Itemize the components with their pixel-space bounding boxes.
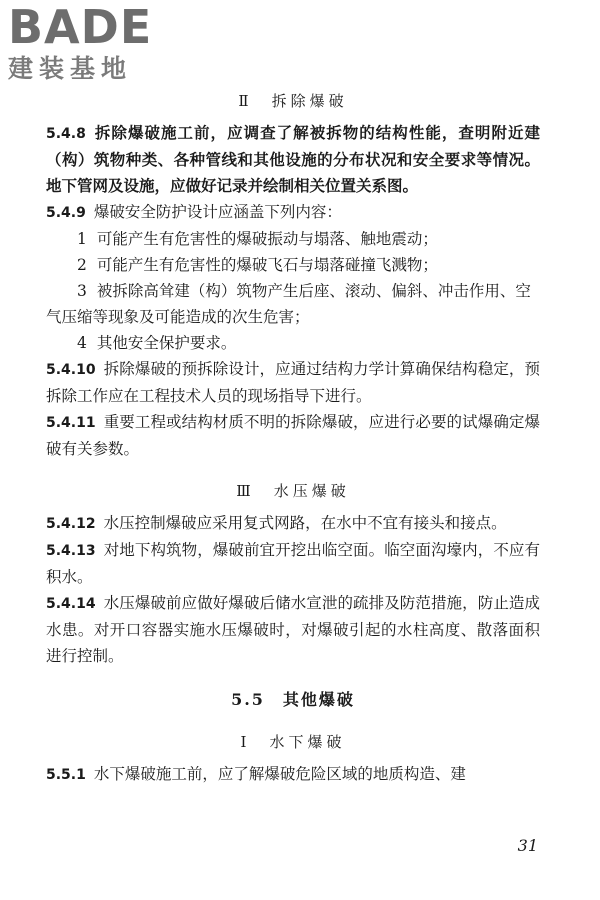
clause-5-4-10 — [46, 356, 540, 409]
document-body — [46, 88, 540, 788]
clause-number: 5.4.11 — [46, 415, 96, 431]
logo-brand: BADE — [8, 0, 153, 54]
list-item-text: 被拆除高耸建（构）筑物产生后座、滚动、偏斜、冲击作用、空气压缩等现象及可能造成的次生危害； — [46, 282, 531, 326]
clause-text: 水压爆破前应做好爆破后储水宣泄的疏排及防范措施，防止造成水患。对开口容器实施水压爆破时，对爆破引起的水柱高度、散落面积进行控制。 — [46, 594, 540, 665]
list-item — [46, 252, 540, 278]
list-item-text: 其他安全保护要求。 — [96, 334, 237, 352]
clause-5-4-13 — [46, 537, 540, 590]
list-item-text: 可能产生有危害性的爆破振动与塌落、触地震动； — [96, 230, 438, 248]
list-item-number: 4 — [77, 334, 87, 352]
list-item-number: 2 — [77, 256, 87, 274]
clause-5-5-1 — [46, 761, 540, 788]
section-title-demolition: Ⅱ 拆除爆破 — [238, 92, 348, 110]
list-item — [46, 278, 540, 330]
clause-text: 拆除爆破的预拆除设计，应通过结构力学计算确保结构稳定，预拆除工作应在工程技术人员的现场指导下进行。 — [46, 360, 540, 405]
list-item — [46, 330, 540, 356]
clause-number: 5.4.14 — [46, 596, 96, 612]
list-item-number: 1 — [77, 230, 87, 248]
clause-text: 重要工程或结构材质不明的拆除爆破，应进行必要的试爆确定爆破有关参数。 — [46, 413, 540, 458]
clause-5-4-14 — [46, 590, 540, 669]
page-number: 31 — [517, 836, 538, 855]
clause-number: 5.4.8 — [46, 126, 86, 142]
logo-subtitle: 建装基地 — [8, 54, 133, 83]
clause-5-4-11 — [46, 409, 540, 462]
clause-number: 5.4.9 — [46, 205, 86, 221]
clause-5-4-12 — [46, 510, 540, 537]
clause-number: 5.4.13 — [46, 543, 96, 559]
section-title-hydraulic: Ⅲ 水压爆破 — [236, 482, 350, 500]
clause-text: 爆破安全防护设计应涵盖下列内容： — [93, 203, 342, 221]
clause-5-4-8 — [46, 120, 540, 199]
clause-text: 拆除爆破施工前，应调查了解被拆物的结构性能，查明附近建（构）筑物种类、各种管线和其他设施的分布状况和安全要求等情况。地下管网及设施，应做好记录并绘制相关位置关系图。 — [46, 123, 540, 195]
list-item — [46, 226, 540, 252]
clause-number: 5.4.10 — [46, 362, 96, 378]
clause-text: 水下爆破施工前，应了解爆破危险区域的地质构造、建 — [93, 765, 466, 783]
section-title-underwater: Ⅰ 水下爆破 — [240, 733, 346, 751]
list-item-text: 可能产生有危害性的爆破飞石与塌落碰撞飞溅物； — [96, 256, 438, 274]
list-item-number: 3 — [77, 282, 87, 300]
clause-5-4-9 — [46, 199, 540, 226]
clause-text: 对地下构筑物，爆破前宜开挖出临空面。临空面沟壕内，不应有积水。 — [46, 541, 540, 586]
logo — [8, 0, 178, 84]
chapter-title-other-blasting: 5.5 其他爆破 — [231, 690, 355, 709]
clause-text: 水压控制爆破应采用复式网路，在水中不宜有接头和接点。 — [103, 514, 507, 532]
clause-number: 5.4.12 — [46, 516, 96, 532]
clause-number: 5.5.1 — [46, 767, 86, 783]
